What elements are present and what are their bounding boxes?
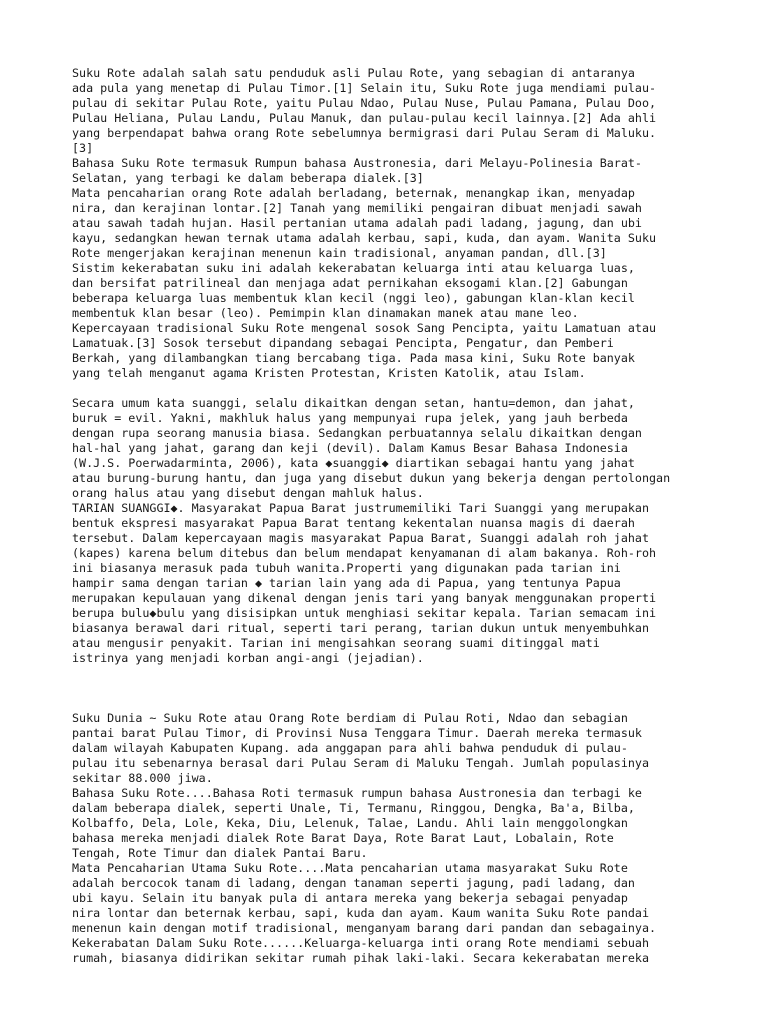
text-line: pulau itu sebenarnya berasal dari Pulau Seram di Maluku Tengah. Jumlah populasinya [72,756,649,770]
text-line: Mata pencaharian orang Rote adalah berladang, beternak, menangkap ikan, menyadap [72,186,635,200]
text-line: menenun kain dengan motif tradisional, menganyam barang dari pandan dan sebagainya. [72,921,657,935]
text-line: dalam beberapa dialek, seperti Unale, Ti, Termanu, Ringgou, Dengka, Ba'a, Bilba, [72,801,635,815]
text-line: hal-hal yang jahat, garang dan keji (devil). Dalam Kamus Besar Bahasa Indonesia [72,441,628,455]
text-line: Kekerabatan Dalam Suku Rote......Keluarga-keluarga inti orang Rote mendiami sebuah [72,936,649,950]
text-line: Pulau Heliana, Pulau Landu, Pulau Manuk, dan pulau-pulau kecil lainnya.[2] Ada ahli [72,111,657,125]
text-line: nira lontar dan beternak kerbau, sapi, kuda dan ayam. Kaum wanita Suku Rote pandai [72,906,649,920]
text-line: (W.J.S. Poerwadarminta, 2006), kata ◆suanggi◆ diartikan sebagai hantu yang jahat [72,456,635,470]
text-line: Lamatuak.[3] Sosok tersebut dipandang sebagai Pencipta, Pengatur, dan Pemberi [72,336,614,350]
text-line: membentuk klan besar (leo). Pemimpin klan dinamakan manek atau mane leo. [72,306,579,320]
text-line: Selatan, yang terbagi ke dalam beberapa dialek.[3] [72,171,424,185]
paragraph-gap [72,381,712,396]
text-line: bentuk ekspresi masyarakat Papua Barat tentang kekentalan nuansa magis di daerah [72,516,635,530]
paragraph-gap [72,681,712,696]
text-line: yang telah menganut agama Kristen Protestan, Kristen Katolik, atau Islam. [72,366,586,380]
document-body [72,66,712,966]
text-line: orang halus atau yang disebut dengan mahluk halus. [72,486,424,500]
text-line: Suku Rote adalah salah satu penduduk asli Pulau Rote, yang sebagian di antaranya [72,66,635,80]
text-line: beberapa keluarga luas membentuk klan kecil (nggi leo), gabungan klan-klan kecil [72,291,635,305]
text-line: istrinya yang menjadi korban angi-angi (jejadian). [72,651,424,665]
text-line: Kolbaffo, Dela, Lole, Keka, Diu, Lelenuk, Talae, Landu. Ahli lain menggolongkan [72,816,628,830]
text-line: hampir sama dengan tarian ◆ tarian lain yang ada di Papua, yang tentunya Papua [72,576,621,590]
text-line: berupa bulu◆bulu yang disisipkan untuk menghiasi sekitar kepala. Tarian semacam ini [72,606,657,620]
text-line: dan bersifat patrilineal dan menjaga adat pernikahan eksogami klan.[2] Gabungan [72,276,628,290]
text-line: Sistim kekerabatan suku ini adalah kekerabatan keluarga inti atau keluarga luas, [72,261,635,275]
text-line: Bahasa Suku Rote termasuk Rumpun bahasa Austronesia, dari Melayu-Polinesia Barat- [72,156,642,170]
text-line: Mata Pencaharian Utama Suku Rote....Mata pencaharian utama masyarakat Suku Rote [72,861,628,875]
text-line: atau sawah tadah hujan. Hasil pertanian utama adalah padi ladang, jagung, dan ubi [72,216,642,230]
text-line: Bahasa Suku Rote....Bahasa Roti termasuk rumpun bahasa Austronesia dan terbagi ke [72,786,642,800]
text-line: yang berpendapat bahwa orang Rote sebelumnya bermigrasi dari Pulau Seram di Maluku. [72,126,657,140]
text-line: ini biasanya merasuk pada tubuh wanita.Properti yang digunakan pada tarian ini [72,561,621,575]
text-line: Berkah, yang dilambangkan tiang bercabang tiga. Pada masa kini, Suku Rote banyak [72,351,635,365]
text-line: biasanya berawal dari ritual, seperti tari perang, tarian dukun untuk menyembuhkan [72,621,649,635]
text-line: dengan rupa seorang manusia biasa. Sedangkan perbuatannya selalu dikaitkan dengan [72,426,642,440]
text-line: adalah bercocok tanam di ladang, dengan tanaman seperti jagung, padi ladang, dan [72,876,635,890]
text-line: kayu, sedangkan hewan ternak utama adalah kerbau, sapi, kuda, dan ayam. Wanita Suku [72,231,657,245]
text-line: ubi kayu. Selain itu banyak pula di antara mereka yang bekerja sebagai penyadap [72,891,628,905]
text-line: Secara umum kata suanggi, selalu dikaitkan dengan setan, hantu=demon, dan jahat, [72,396,635,410]
text-line: buruk = evil. Yakni, makhluk halus yang mempunyai rupa jelek, yang jauh berbeda [72,411,628,425]
text-line: Suku Dunia ~ Suku Rote atau Orang Rote berdiam di Pulau Roti, Ndao dan sebagian [72,711,628,725]
text-line: atau mengusir penyakit. Tarian ini mengisahkan seorang suami ditinggal mati [72,636,600,650]
text-line: (kapes) karena belum ditebus dan belum mendapat kenyamanan di alam bakanya. Roh-roh [72,546,657,560]
text-line: nira, dan kerajinan lontar.[2] Tanah yang memiliki pengairan dibuat menjadi sawah [72,201,642,215]
text-line: Tengah, Rote Timur dan dialek Pantai Baru. [72,846,368,860]
text-line: tersebut. Dalam kepercayaan magis masyarakat Papua Barat, Suanggi adalah roh jahat [72,531,649,545]
paragraph-gap [72,696,712,711]
text-line: Rote mengerjakan kerajinan menenun kain tradisional, anyaman pandan, dll.[3] [72,246,607,260]
text-line: pantai barat Pulau Timor, di Provinsi Nusa Tenggara Timur. Daerah mereka termasuk [72,726,642,740]
text-line: ada pula yang menetap di Pulau Timor.[1] Selain itu, Suku Rote juga mendiami pulau- [72,81,657,95]
text-line: atau burung-burung hantu, dan juga yang disebut dukun yang bekerja dengan pertolongan [72,471,671,485]
text-line: dalam wilayah Kabupaten Kupang. ada anggapan para ahli bahwa penduduk di pulau- [72,741,628,755]
text-line: bahasa mereka menjadi dialek Rote Barat Daya, Rote Barat Laut, Lobalain, Rote [72,831,614,845]
text-line: rumah, biasanya didirikan sekitar rumah pihak laki-laki. Secara kekerabatan mereka [72,951,649,965]
text-line: TARIAN SUANGGI◆. Masyarakat Papua Barat justrumemiliki Tari Suanggi yang merupakan [72,501,649,515]
text-line: [3] [72,141,94,155]
paragraph-gap [72,666,712,681]
text-line: pulau di sekitar Pulau Rote, yaitu Pulau Ndao, Pulau Nuse, Pulau Pamana, Pulau Doo, [72,96,657,110]
text-line: merupakan kepulauan yang dikenal dengan jenis tari yang banyak menggunakan properti [72,591,657,605]
text-line: sekitar 88.000 jiwa. [72,771,213,785]
text-line: Kepercayaan tradisional Suku Rote mengenal sosok Sang Pencipta, yaitu Lamatuan atau [72,321,657,335]
